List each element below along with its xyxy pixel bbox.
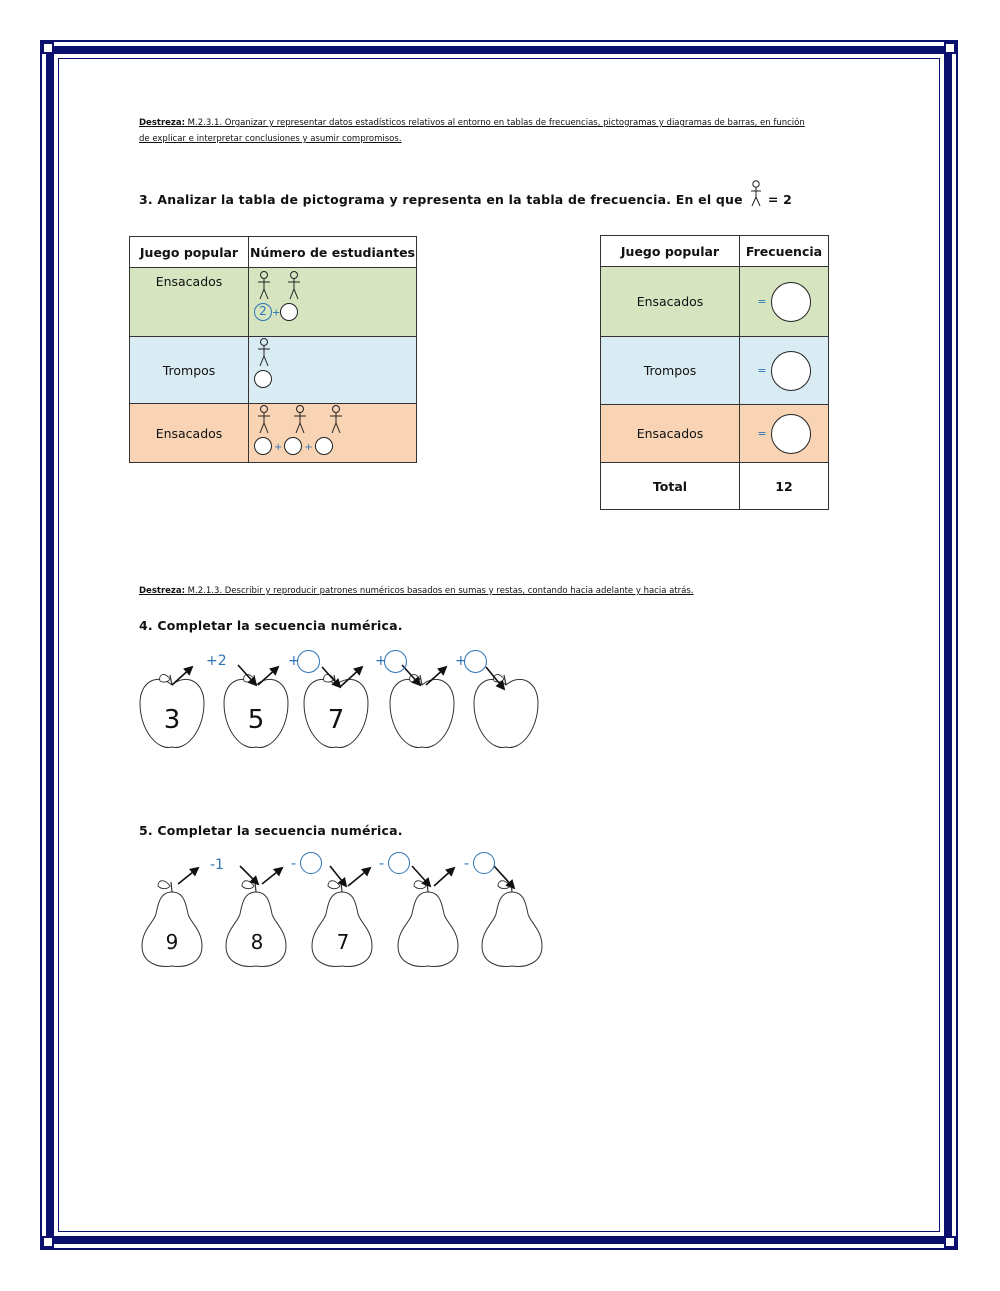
- border-corner: [42, 1236, 54, 1248]
- plus-sign: +: [288, 653, 300, 669]
- question-5-heading: 5. Completar la secuencia numérica.: [139, 823, 403, 838]
- destreza-1-text-2: de explicar e interpretar conclusiones y asumir compromisos.: [139, 134, 402, 144]
- frequency-row-1-name: Ensacados: [601, 267, 740, 337]
- frequency-total-label: Total: [601, 463, 740, 510]
- minus-sign: -: [464, 856, 470, 872]
- plus-sign: +: [274, 441, 283, 453]
- apple-icon: [390, 675, 454, 748]
- answer-circle[interactable]: [254, 370, 272, 388]
- frequency-row-3-name: Ensacados: [601, 405, 740, 463]
- plus-sign: +: [375, 653, 387, 669]
- destreza-2-label: Destreza:: [139, 586, 185, 596]
- equals-sign: =: [757, 295, 767, 308]
- question-3-equals: = 2: [767, 192, 793, 207]
- plus-sign: +: [272, 307, 281, 319]
- plus-sign: +: [304, 441, 313, 453]
- minus-sign: -: [291, 856, 297, 872]
- arrow-icon: [434, 868, 454, 886]
- equals-sign: =: [757, 364, 767, 377]
- answer-circle[interactable]: [388, 852, 410, 874]
- pictogram-row-1-figures: [249, 268, 417, 337]
- pictogram-row-3-figures: [249, 404, 417, 463]
- answer-circle[interactable]: [384, 650, 407, 673]
- equals-sign: =: [757, 427, 767, 440]
- pictogram-row-1-name: Ensacados: [130, 268, 249, 337]
- frequency-row-2-answer: [740, 337, 829, 405]
- stick-figure-icon: [749, 180, 763, 208]
- question-4-heading: 4. Completar la secuencia numérica.: [139, 618, 403, 633]
- sequence-number: 8: [250, 930, 264, 954]
- plus-sign: +: [455, 653, 467, 669]
- answer-circle[interactable]: [771, 351, 811, 391]
- arrow-icon: [178, 868, 198, 884]
- border-corner: [944, 42, 956, 54]
- sequence-number: 7: [336, 930, 350, 954]
- stick-figure-icon: [254, 337, 278, 367]
- frequency-total-value: 12: [740, 463, 829, 510]
- pear-icon: [482, 881, 542, 967]
- pictogram-table: [129, 236, 417, 463]
- pictogram-header-students: Número de estudiantes: [249, 237, 417, 268]
- pictogram-row-3-name: Ensacados: [130, 404, 249, 463]
- destreza-1-text: M.2.3.1. Organizar y representar datos estadísticos relativos al entorno en tablas de frecuencias, pictogramas y diagramas de barras, en función: [184, 118, 805, 128]
- answer-circle[interactable]: [473, 852, 495, 874]
- stick-figure-icon: [254, 270, 314, 300]
- pear-icon: [398, 881, 458, 967]
- sequence-number: 5: [247, 705, 265, 735]
- sequence-number: 3: [163, 705, 181, 735]
- answer-circle[interactable]: [464, 650, 487, 673]
- frequency-row-2-name: Trompos: [601, 337, 740, 405]
- question-3-heading: [139, 180, 792, 208]
- border-corner: [944, 1236, 956, 1248]
- answer-circle[interactable]: [771, 414, 811, 454]
- arrow-icon: [262, 868, 282, 884]
- answer-circle-filled[interactable]: 2: [254, 303, 272, 321]
- pictogram-header-game: Juego popular: [130, 237, 249, 268]
- stick-figure-icon: [254, 404, 354, 434]
- answer-circle[interactable]: [315, 437, 333, 455]
- question-3-text: 3. Analizar la tabla de pictograma y representa en la tabla de frecuencia. En el que: [139, 192, 743, 207]
- sequence-number: 7: [327, 705, 345, 735]
- destreza-2-text: M.2.1.3. Describir y reproducir patrones numéricos basados en sumas y restas, contando hacia adelante y hacia atrás.: [184, 586, 694, 596]
- border-corner: [42, 42, 54, 54]
- answer-circle[interactable]: [280, 303, 298, 321]
- step-label: +2: [206, 653, 227, 669]
- frequency-row-3-answer: [740, 405, 829, 463]
- minus-sign: -: [379, 856, 385, 872]
- pictogram-row-2-name: Trompos: [130, 337, 249, 404]
- answer-circle[interactable]: [297, 650, 320, 673]
- pictogram-row-2-figures: [249, 337, 417, 404]
- frequency-header-frequency: Frecuencia: [740, 236, 829, 267]
- arrow-icon: [348, 868, 370, 886]
- destreza-1: [139, 115, 859, 147]
- frequency-header-game: Juego popular: [601, 236, 740, 267]
- frequency-table: [600, 235, 829, 510]
- answer-circle[interactable]: [300, 852, 322, 874]
- sequence-number: 9: [165, 930, 179, 954]
- apple-sequence: [130, 645, 560, 760]
- apple-icon: [474, 675, 538, 748]
- step-label: -1: [210, 857, 224, 873]
- answer-circle[interactable]: [254, 437, 272, 455]
- destreza-2: [139, 583, 859, 599]
- destreza-1-label: Destreza:: [139, 118, 185, 128]
- frequency-row-1-answer: [740, 267, 829, 337]
- answer-circle[interactable]: [284, 437, 302, 455]
- answer-circle[interactable]: [771, 282, 811, 322]
